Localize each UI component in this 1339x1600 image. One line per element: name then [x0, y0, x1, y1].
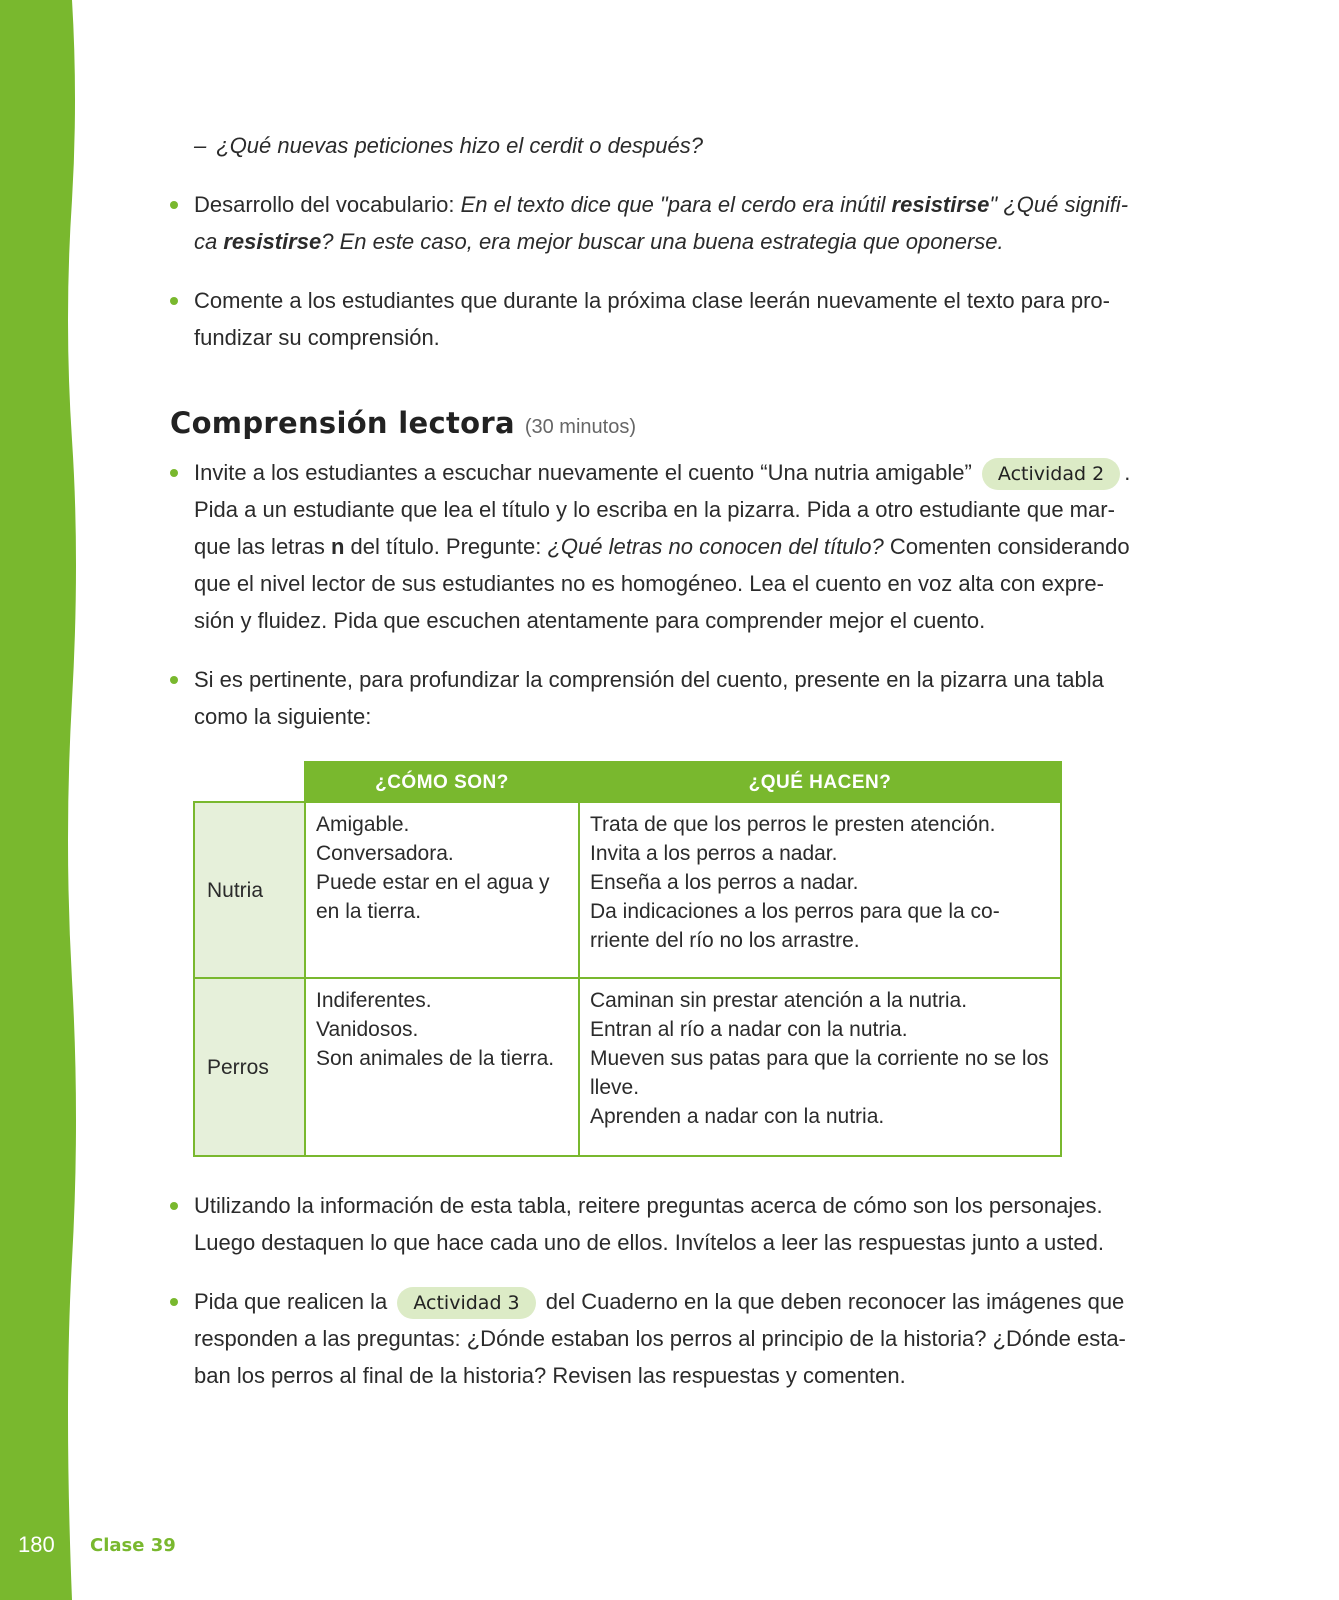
header-que-hacen: ¿QUÉ HACEN? [579, 762, 1061, 802]
section-heading [170, 406, 1150, 440]
bullet-next-class: Comente a los estudiantes que durante la próxima clase leerán nuevamente el texto para pro- fundizar su comprensión. [170, 282, 1150, 356]
header-como-son: ¿CÓMO SON? [305, 762, 579, 802]
characters-table [193, 761, 1062, 1157]
page-content [170, 128, 1150, 1394]
row-label: Nutria [194, 802, 305, 978]
bullet-dot [170, 1298, 178, 1306]
row-label: Perros [194, 978, 305, 1156]
table-row [194, 802, 1061, 978]
page-number: 180 [18, 1532, 55, 1557]
table-row [194, 978, 1061, 1156]
activity-3-chip: Actividad 3 [397, 1287, 535, 1319]
bullet-dot [170, 201, 178, 209]
bullet-table-intro: Si es pertinente, para profundizar la comprensión del cuento, presente en la pizarra una tabla como la siguiente: [170, 661, 1150, 735]
activity-2-chip: Actividad 2 [982, 458, 1120, 490]
section-title: Comprensión lectora [170, 406, 515, 440]
bullet-vocabulary: Desarrollo del vocabulario: En el texto dice que "para el cerdo era inútil resistirse" ¿Qué signifi- ca resistirse? En este caso, era mejor buscar una buena estrategia que oponerse. [170, 186, 1150, 260]
bullet-activity-3: Pida que realicen la Actividad 3 del Cuaderno en la que deben reconocer las imágenes que responden a las preguntas: ¿Dónde estaban los perros al principio de la historia? ¿Dónde esta- ban los perros al final de la historia? Revisen las respuestas y comenten. [170, 1283, 1150, 1394]
bullet-after-table: Utilizando la información de esta tabla, reitere preguntas acerca de cómo son los personajes. Luego destaquen lo que hace cada uno de ellos. Invítelos a leer las respuestas junto a usted. [170, 1187, 1150, 1261]
table-header-row [194, 762, 1061, 802]
table-corner [194, 762, 305, 802]
cell-que-hacen: Caminan sin prestar atención a la nutria. Entran al río a nadar con la nutria. Mueven sus patas para que la corriente no se los lleve. Aprenden a nadar con la nutria. [579, 978, 1061, 1156]
bullet-dot [170, 1202, 178, 1210]
bullet-dot [170, 297, 178, 305]
section-time: (30 minutos) [524, 416, 636, 438]
bullet-activity-2: Invite a los estudiantes a escuchar nuevamente el cuento “Una nutria amigable” Actividad 2 . Pida a un estudiante que lea el título y lo escriba en la pizarra. Pida a otro estudiante que mar- que las letras n del título. Pregunte: ¿Qué letras no conocen del título? Comenten considerando que el nivel lector de sus estudiantes no es homogéneo. Lea el cuento en voz alta con expre- sión y fluidez. Pida que escuchen atentamente para comprender mejor el cuento. [170, 454, 1150, 639]
cell-que-hacen: Trata de que los perros le presten atención. Invita a los perros a nadar. Enseña a los perros a nadar. Da indicaciones a los perros para que la co- rriente del río no los arrastre. [579, 802, 1061, 978]
cell-como-son: Amigable. Conversadora. Puede estar en el agua y en la tierra. [305, 802, 579, 978]
side-band [0, 0, 80, 1600]
bullet-dot [170, 469, 178, 477]
cell-como-son: Indiferentes. Vanidosos. Son animales de la tierra. [305, 978, 579, 1156]
bullet-dot [170, 676, 178, 684]
clase-label: Clase 39 [90, 1535, 176, 1556]
top-question: – ¿Qué nuevas peticiones hizo el cerdit o después? [194, 133, 703, 158]
